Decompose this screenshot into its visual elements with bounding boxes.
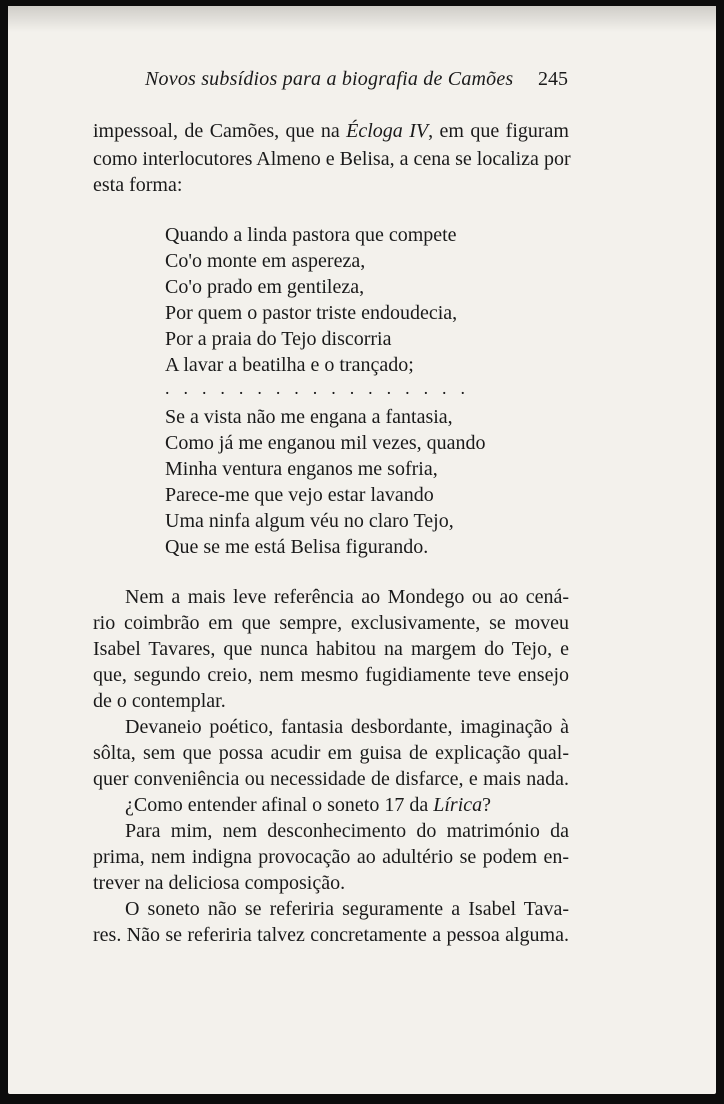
- running-title: Novos subsídios para a biografia de Camões: [145, 68, 514, 90]
- body-line: Nem a mais leve referência ao Mondego ou ao cená-: [125, 586, 569, 608]
- verse-line: Por a praia do Tejo discorria: [165, 328, 392, 350]
- body-line: Isabel Tavares, que nunca habitou na margem do Tejo, e: [93, 638, 569, 660]
- body-line: quer conveniência ou necessidade de disfarce, e mais nada.: [93, 768, 569, 790]
- body-line: prima, nem indigna provocação ao adultério se podem en-: [93, 846, 569, 868]
- verse-line: Uma ninfa algum véu no claro Tejo,: [165, 510, 454, 532]
- body-line: O soneto não se referiria seguramente a Isabel Tava-: [125, 898, 569, 920]
- verse-line: Que se me está Belisa figurando.: [165, 536, 429, 558]
- body-line: de o contemplar.: [93, 690, 226, 712]
- verse-line: Quando a linda pastora que compete: [165, 224, 457, 246]
- verse-line: Minha ventura enganos me sofria,: [165, 458, 438, 480]
- question-line: ¿Como entender afinal o soneto 17 da Lírica?: [125, 794, 492, 816]
- body-line: Para mim, nem desconhecimento do matrimónio da: [125, 820, 569, 842]
- book-page: [8, 6, 716, 1094]
- intro-line: como interlocutores Almeno e Belisa, a cena se localiza por: [93, 148, 571, 170]
- verse-line: Parece-me que vejo estar lavando: [165, 484, 434, 506]
- intro-line: esta forma:: [93, 174, 183, 196]
- page-number: 245: [538, 68, 568, 90]
- page-header: [8, 68, 716, 98]
- body-line: sôlta, sem que possa acudir em guisa de explicação qual-: [93, 742, 569, 764]
- lirica-title: Lírica: [433, 794, 483, 816]
- verse-line: Por quem o pastor triste endoudecia,: [165, 302, 458, 324]
- body-line: que, segundo creio, nem mesmo fugidiamente teve ensejo: [93, 664, 569, 686]
- verse-line: Co'o prado em gentileza,: [165, 276, 365, 298]
- body-line: res. Não se referiria talvez concretamente a pessoa alguma.: [93, 924, 569, 946]
- verse-line: Co'o monte em aspereza,: [165, 250, 366, 272]
- body-line: rio coimbrão em que sempre, exclusivamente, se moveu: [93, 612, 569, 634]
- body-line: trever na deliciosa composição.: [93, 872, 346, 894]
- intro-line: impessoal, de Camões, que na Écloga IV, em que figuram: [93, 120, 569, 142]
- verse-line: Como já me enganou mil vezes, quando: [165, 432, 486, 454]
- verse-ellipsis: . . . . . . . . . . . . . . . . .: [165, 377, 465, 398]
- verse-line: Se a vista não me engana a fantasia,: [165, 406, 453, 428]
- verse-line: A lavar a beatilha e o trançado;: [165, 354, 414, 376]
- body-line: Devaneio poético, fantasia desbordante, imaginação à: [125, 716, 569, 738]
- work-title: Écloga IV: [346, 120, 429, 142]
